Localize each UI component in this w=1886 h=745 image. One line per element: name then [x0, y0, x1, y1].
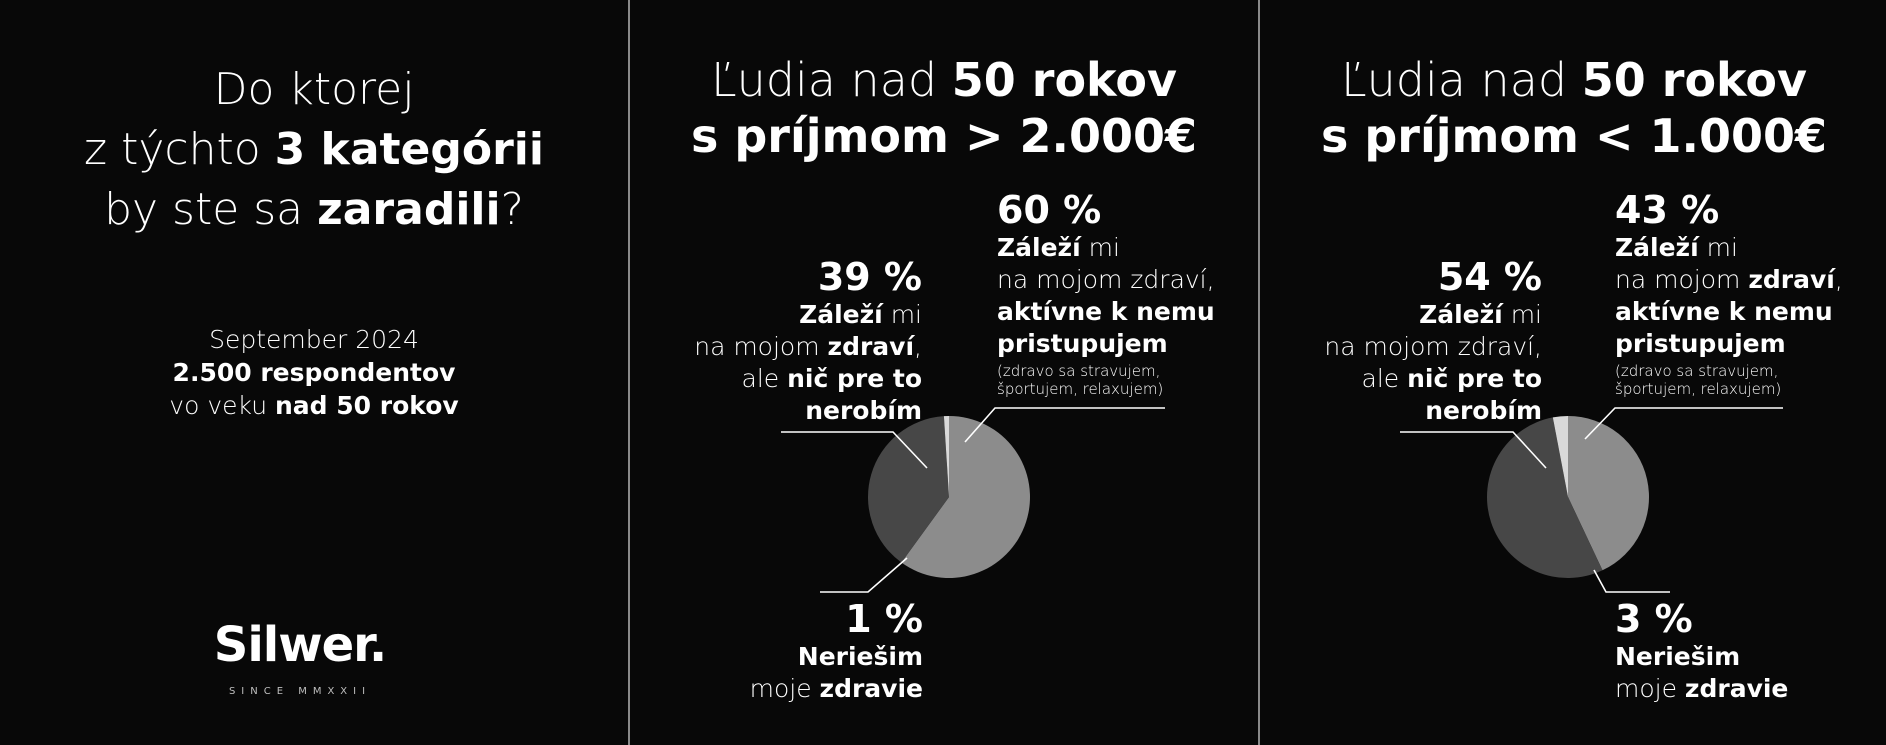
text-run: aktívne k nemu	[1615, 297, 1833, 326]
text-line	[997, 296, 1215, 328]
text-line	[997, 232, 1215, 264]
text-run: na mojom zdraví,	[1324, 332, 1542, 361]
intro-panel	[0, 0, 628, 745]
text-line	[0, 180, 628, 240]
text-run: ale	[1361, 364, 1408, 393]
text-run: pristupujem	[997, 329, 1168, 358]
text-run: Neriešim	[1615, 642, 1741, 671]
text-run: mi	[1502, 300, 1542, 329]
text-line	[997, 328, 1215, 360]
text-run: moje	[1615, 674, 1685, 703]
survey-question	[0, 60, 628, 240]
text-run: na mojom	[1615, 265, 1749, 294]
text-run: Záleží	[1419, 300, 1503, 329]
text-run: Záleží	[1615, 233, 1699, 262]
text-run: ,	[1834, 265, 1843, 294]
text-line	[0, 323, 628, 356]
label-active	[997, 188, 1215, 398]
text-run: zdravie	[819, 674, 923, 703]
text-line	[1324, 363, 1542, 395]
income-low-panel	[1260, 0, 1886, 745]
text-run: ?	[500, 184, 524, 235]
text-line	[1615, 232, 1843, 264]
text-run: zdraví	[827, 332, 915, 361]
text-run: na mojom	[694, 332, 828, 361]
text-run: nič pre to	[1407, 364, 1542, 393]
text-run: 3 kategórii	[274, 124, 544, 175]
label-none	[750, 597, 923, 705]
leader-line	[820, 558, 907, 592]
text-run: s príjmom < 1.000€	[1320, 109, 1828, 163]
text-run: s príjmom > 2.000€	[690, 109, 1198, 163]
text-run: nad 50 rokov	[275, 391, 459, 420]
text-run: pristupujem	[1615, 329, 1786, 358]
label-active-text	[997, 232, 1215, 360]
label-active-note	[1615, 362, 1843, 398]
text-run: nerobím	[1425, 396, 1542, 425]
text-line	[1615, 296, 1843, 328]
text-run: Ľudia nad	[1340, 53, 1582, 107]
text-run: Do ktorej	[213, 64, 415, 115]
text-run: Ľudia nad	[710, 53, 952, 107]
text-run: 50 rokov	[1581, 53, 1807, 107]
text-line	[694, 331, 922, 363]
text-line	[0, 389, 628, 422]
pct-none: 1 %	[845, 597, 923, 641]
pct-active: 43 %	[1615, 188, 1720, 232]
text-line	[750, 673, 923, 705]
note-line: (zdravo sa stravujem,	[1615, 362, 1779, 380]
text-line	[1615, 264, 1843, 296]
text-run: aktívne k nemu	[997, 297, 1215, 326]
pct-passive: 54 %	[1437, 255, 1542, 299]
text-run: 50 rokov	[951, 53, 1177, 107]
text-run: mi	[882, 300, 922, 329]
label-none	[1615, 597, 1788, 705]
text-run: 2.500 respondentov	[172, 358, 456, 387]
text-run: zdraví	[1748, 265, 1835, 294]
pct-active: 60 %	[997, 188, 1102, 232]
logo-tagline: SINCE MMXXII	[228, 686, 372, 697]
text-run: ale	[741, 364, 788, 393]
text-run: moje	[749, 674, 820, 703]
text-line	[694, 299, 922, 331]
note-line: športujem, relaxujem)	[997, 380, 1164, 398]
text-run: na mojom zdraví,	[997, 265, 1215, 294]
text-line	[694, 363, 922, 395]
label-active-note	[997, 362, 1215, 398]
text-run: mi	[1698, 233, 1738, 262]
leader-line	[1594, 570, 1670, 592]
label-passive	[694, 255, 922, 427]
text-run: z týchto	[84, 124, 275, 175]
text-line	[1615, 673, 1788, 705]
survey-meta	[0, 323, 628, 422]
label-passive	[1324, 255, 1542, 427]
text-run: zdravie	[1684, 674, 1789, 703]
text-run: vo veku	[169, 391, 275, 420]
pct-none: 3 %	[1615, 597, 1693, 641]
label-active-text	[1615, 232, 1843, 360]
text-line	[0, 60, 628, 120]
note-line: športujem, relaxujem)	[1615, 380, 1782, 398]
text-run: nič pre to	[787, 364, 922, 393]
text-run: ,	[914, 332, 922, 361]
logo-wordmark: Silwer.	[213, 617, 387, 673]
text-line	[1324, 299, 1542, 331]
text-run: Záleží	[799, 300, 883, 329]
text-run: zaradili	[317, 184, 501, 235]
income-high-panel	[630, 0, 1258, 745]
note-line: (zdravo sa stravujem,	[997, 362, 1161, 380]
text-line	[997, 264, 1215, 296]
text-line	[1615, 328, 1843, 360]
label-none-text	[750, 641, 923, 705]
text-run: nerobím	[805, 396, 922, 425]
label-none-text	[1615, 641, 1788, 705]
text-line	[694, 395, 922, 427]
text-line	[750, 641, 923, 673]
text-line	[1615, 641, 1788, 673]
text-run: September 2024	[209, 325, 419, 354]
silwer-logo	[0, 617, 600, 697]
label-passive-text	[694, 299, 922, 427]
text-run: by ste sa	[104, 184, 318, 235]
text-line	[1324, 331, 1542, 363]
text-run: Neriešim	[797, 642, 923, 671]
label-passive-text	[1324, 299, 1542, 427]
text-run: Záleží	[997, 233, 1081, 262]
text-line	[0, 120, 628, 180]
label-active	[1615, 188, 1843, 398]
text-run: mi	[1080, 233, 1120, 262]
text-line	[0, 356, 628, 389]
text-line	[1324, 395, 1542, 427]
pct-passive: 39 %	[817, 255, 922, 299]
